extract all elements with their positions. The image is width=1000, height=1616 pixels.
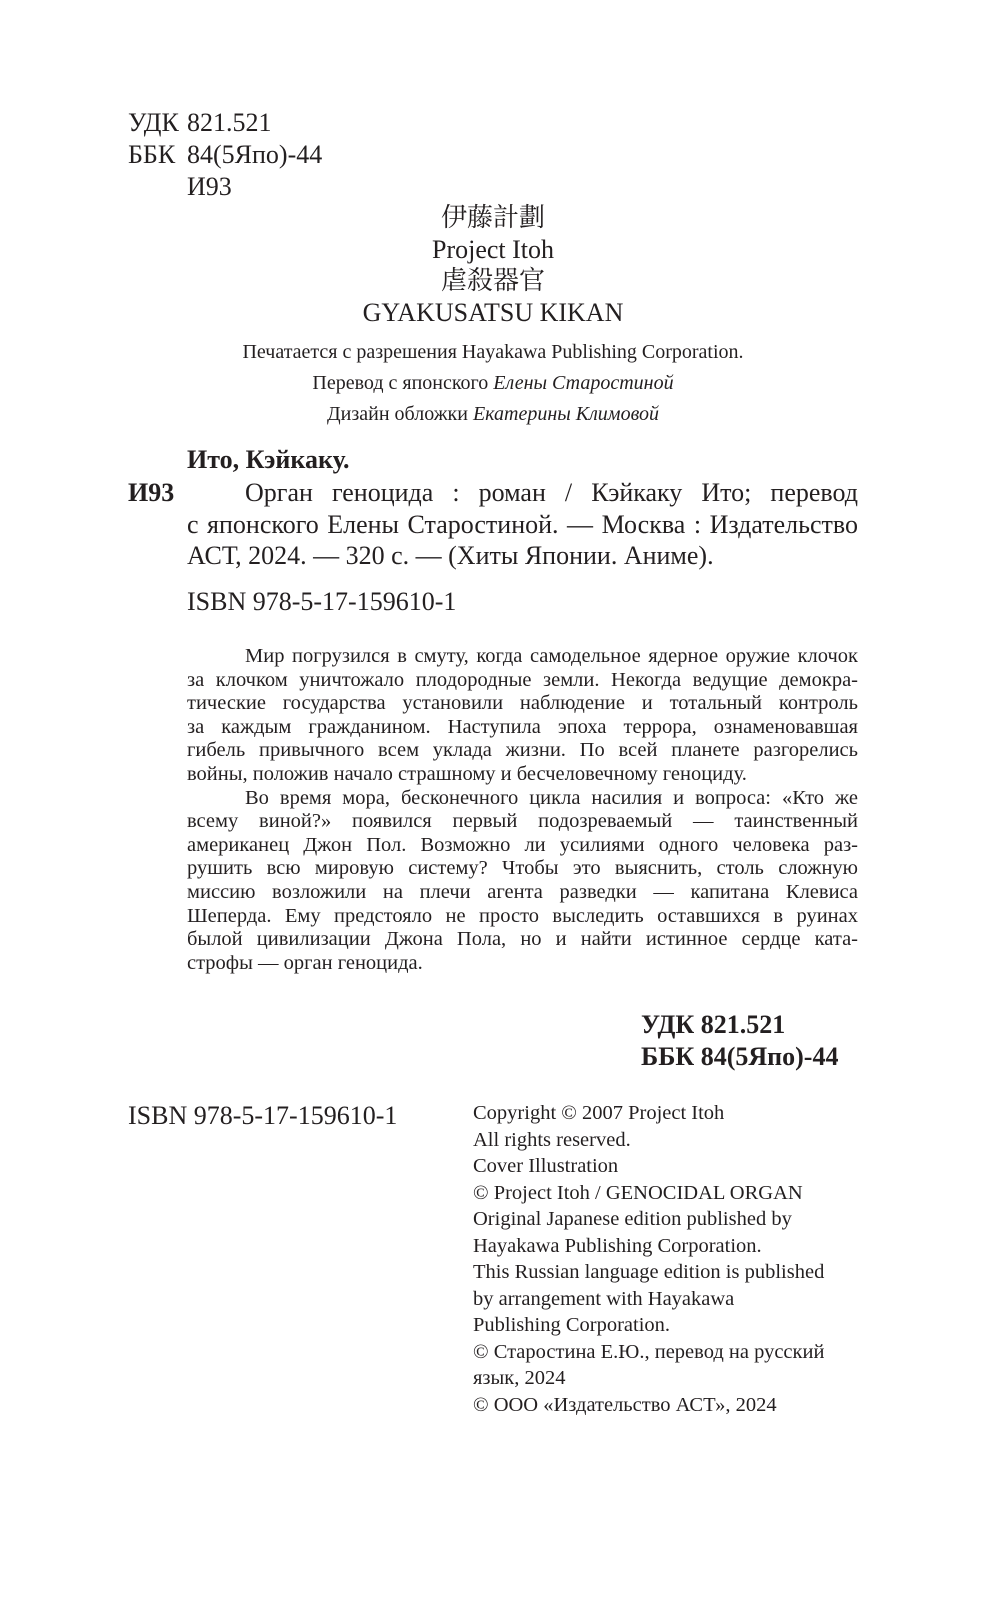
bib-line: АСТ, 2024. — 320 с. — (Хиты Японии. Аниме).	[187, 541, 714, 570]
footer-bbk: ББК 84(5Япо)-44	[641, 1042, 839, 1071]
abstract-line: Мир погрузился в смуту, когда самодельное ядерное оружие клочок	[245, 645, 858, 667]
abstract-line: рушить всю мировую систему? Чтобы это выяснить, столь сложную	[187, 857, 858, 880]
copyright-line: © Старостина Е.Ю., перевод на русский	[473, 1340, 825, 1363]
bib-line: Орган геноцида : роман / Кэйкаку Ито; перевод	[245, 478, 858, 507]
permission-note: Печатается с разрешения Hayakawa Publishing Corporation.	[242, 341, 744, 363]
abstract-line: Во время мора, бесконечного цикла насилия и вопроса: «Кто же	[245, 786, 858, 809]
abstract-line: строфы — орган геноцида.	[187, 951, 423, 974]
bbk-value: 84(5Япо)-44	[187, 140, 323, 169]
abstract-line: войны, положив начало страшному и бесчеловечному геноциду.	[187, 762, 747, 785]
abstract-line: миссию возложили на плечи агента разведки — капитана Клевиса	[187, 880, 858, 903]
udk-line	[128, 107, 272, 139]
copyright-line: Copyright © 2007 Project Itoh	[473, 1102, 725, 1124]
copyright-line: Publishing Corporation.	[473, 1314, 671, 1336]
copyright-line: Hayakawa Publishing Corporation.	[473, 1234, 762, 1257]
abstract-line: всему виной?» появился первый подозреваемый — таинственный	[187, 810, 858, 833]
designer-name: Екатерины Климовой	[472, 403, 659, 425]
bib-heading: Ито, Кэйкаку.	[187, 445, 350, 474]
abstract-line: гибель привычного всем уклада жизни. По всей планете разгорелись	[187, 739, 858, 762]
copyright-line: язык, 2024	[473, 1367, 566, 1389]
abstract-line: за каждым гражданином. Наступила эпоха террора, ознаменовавшая	[187, 715, 858, 738]
author-mark: И93	[187, 172, 232, 201]
bbk-line	[128, 139, 323, 171]
udk-label: УДК	[128, 108, 179, 137]
translator-name: Елены Старостиной	[493, 372, 674, 394]
abstract-line: былой цивилизации Джона Пола, но и найти истинное сердце ката-	[187, 928, 858, 951]
abstract	[187, 645, 858, 975]
copyright-line: © ООО «Издательство АСТ», 2024	[473, 1393, 777, 1416]
title-japanese: 虐殺器官	[440, 266, 545, 295]
copyright-block	[473, 1100, 824, 1418]
footer-isbn: ISBN 978-5-17-159610-1	[128, 1101, 398, 1130]
design-credit	[0, 399, 986, 430]
copyright-line: All rights reserved.	[473, 1128, 631, 1151]
author-romaji: Project Itoh	[431, 235, 555, 264]
bib-isbn: ISBN 978-5-17-159610-1	[187, 587, 457, 616]
udk-value: 821.521	[187, 108, 272, 137]
abstract-line: за клочком уничтожало плодородные земли. Некогда ведущие демокра-	[187, 668, 858, 691]
copyright-line: Original Japanese edition published by	[473, 1208, 792, 1230]
abstract-line: Шеперда. Ему предстояло не просто выследить оставшихся в руинах	[187, 904, 858, 927]
footer-udk: УДК 821.521	[641, 1010, 786, 1039]
bib-line: с японского Елены Старостиной. — Москва : Издательство	[187, 509, 858, 539]
title-romaji: GYAKUSATSU KIKAN	[362, 298, 624, 327]
translation-prefix: Перевод с японского	[312, 372, 489, 394]
copyright-line: Cover Illustration	[473, 1155, 619, 1177]
abstract-line: американец Джон Пол. Возможно ли усилиями одного человека раз-	[187, 833, 858, 856]
bib-description	[187, 477, 858, 572]
copyright-line: © Project Itoh / GENOCIDAL ORGAN	[473, 1181, 803, 1204]
bbk-label: ББК	[128, 140, 176, 169]
design-prefix: Дизайн обложки	[327, 403, 468, 425]
abstract-line: тические государства установили наблюдение и тотальный контроль	[187, 692, 858, 715]
copyright-line: This Russian language edition is published	[473, 1261, 825, 1283]
author-japanese: 伊藤計劃	[440, 203, 545, 232]
bib-author-mark: И93	[128, 478, 175, 507]
copyright-line: by arrangement with Hayakawa	[473, 1287, 735, 1310]
translation-credit	[0, 368, 986, 399]
